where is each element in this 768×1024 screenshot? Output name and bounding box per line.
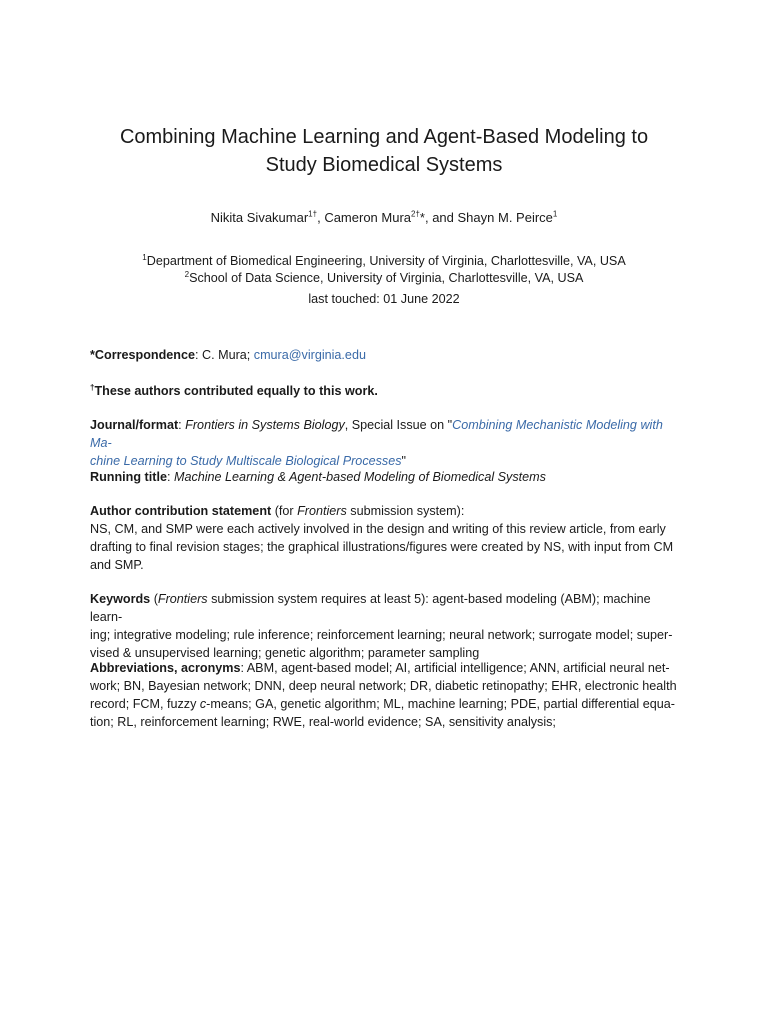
correspondence-email-link[interactable]: cmura@virginia.edu [253, 348, 366, 362]
author-contrib-frontiers: Frontiers [297, 504, 347, 518]
author-1: Nikita Sivakumar [210, 210, 309, 225]
last-touched: last touched: 01 June 2022 [308, 292, 460, 306]
running-title-label: Running title [90, 470, 167, 484]
journal-label: Journal/format [90, 418, 179, 432]
author-2: Cameron Mura [324, 210, 412, 225]
author-contribution-statement [90, 502, 678, 574]
author-2-suffix: *, and [419, 210, 458, 225]
equal-contribution-text: These authors contributed equally to this work. [94, 384, 378, 398]
author-list [90, 209, 678, 227]
running-title [90, 468, 678, 486]
author-contrib-paren-close: submission system): [346, 504, 465, 518]
author-1-sup: 1† [308, 209, 318, 219]
affiliation-1-text: Department of Biomedical Engineering, University of Virginia, Charlottesville, VA, USA [146, 254, 626, 268]
author-sep: , [317, 210, 325, 225]
abbrev-line-1 [90, 659, 678, 677]
abbrev-line-4: tion; RL, reinforcement learning; RWE, real-world evidence; SA, sensitivity analysis; [90, 715, 556, 729]
abbrev-line-3 [90, 695, 678, 713]
equal-contribution-note [90, 382, 678, 400]
journal-end: " [401, 454, 406, 468]
affiliation-2-sup: 2 [184, 269, 190, 279]
journal-line-1 [90, 416, 678, 452]
journal-name: Frontiers in Systems Biology [185, 418, 345, 432]
abbrev-line-3-b: -means; GA, genetic algorithm; ML, machine learning; PDE, partial differential equa- [206, 697, 675, 711]
author-3: Shayn M. Peirce [457, 210, 553, 225]
author-contrib-label: Author contribution statement [90, 504, 272, 518]
equal-contribution-sup: † [90, 382, 95, 392]
abbreviations [90, 659, 678, 731]
author-2-sup: 2† [411, 209, 420, 219]
keywords-line-3: vised & unsupervised learning; genetic algorithm; parameter sampling [90, 646, 480, 660]
title-line-1: Combining Machine Learning and Agent-Based Modeling to [119, 126, 649, 148]
affiliation-1-sup: 1 [142, 252, 147, 262]
author-contrib-paren-open: (for [271, 504, 298, 518]
author-contrib-heading [90, 502, 678, 520]
keywords-frontiers: Frontiers [157, 592, 208, 606]
abbrev-line-3-a: record; FCM, fuzzy [90, 697, 200, 711]
running-title-text: Machine Learning & Agent-based Modeling of Biomedical Systems [173, 470, 546, 484]
journal-mid: , Special Issue on " [344, 418, 453, 432]
author-3-sup: 1 [552, 209, 558, 219]
author-contrib-line-3: and SMP. [90, 558, 144, 572]
title-line-2: Study Biomedical Systems [265, 154, 503, 176]
affiliation-2-text: School of Data Science, University of Virginia, Charlottesville, VA, USA [189, 271, 584, 285]
special-issue-link-part-1[interactable]: Combining Mechanistic Modeling with Ma- [90, 418, 663, 450]
author-contrib-line-1: NS, CM, and SMP were each actively involved in the design and writing of this review article, from early [90, 522, 666, 536]
abbrev-line-3-c: c [199, 697, 207, 711]
keywords-line-1-rest: submission system requires at least 5): agent-based modeling (ABM); machine learn- [90, 592, 651, 624]
journal-format [90, 416, 678, 470]
affiliation-1 [90, 253, 678, 270]
keywords-line-1 [90, 590, 678, 626]
keywords-label: Keywords [90, 592, 151, 606]
correspondence [90, 346, 678, 364]
correspondence-text: : C. Mura; [194, 348, 254, 362]
running-title-sep: : [166, 470, 174, 484]
abbrev-line-2: work; BN, Bayesian network; DNN, deep neural network; DR, diabetic retinopathy; EHR, electronic health [90, 679, 677, 693]
special-issue-link-part-2[interactable]: chine Learning to Study Multiscale Biological Processes [90, 454, 402, 468]
keywords [90, 590, 678, 662]
affiliations [90, 253, 678, 308]
author-contrib-line-2: drafting to final revision stages; the graphical illustrations/figures were created by NS, with input from CM [90, 540, 674, 554]
abbrev-line-1-rest: : ABM, agent-based model; AI, artificial intelligence; ANN, artificial neural net- [240, 661, 670, 675]
paper-title [90, 123, 678, 179]
affiliation-2 [90, 270, 678, 287]
correspondence-label: *Correspondence [90, 348, 195, 362]
keywords-open: ( [150, 592, 158, 606]
keywords-line-2: ing; integrative modeling; rule inference; reinforcement learning; neural network; surrogate model; super- [90, 628, 673, 642]
abbrev-label: Abbreviations, acronyms [90, 661, 241, 675]
journal-sep: : [178, 418, 186, 432]
